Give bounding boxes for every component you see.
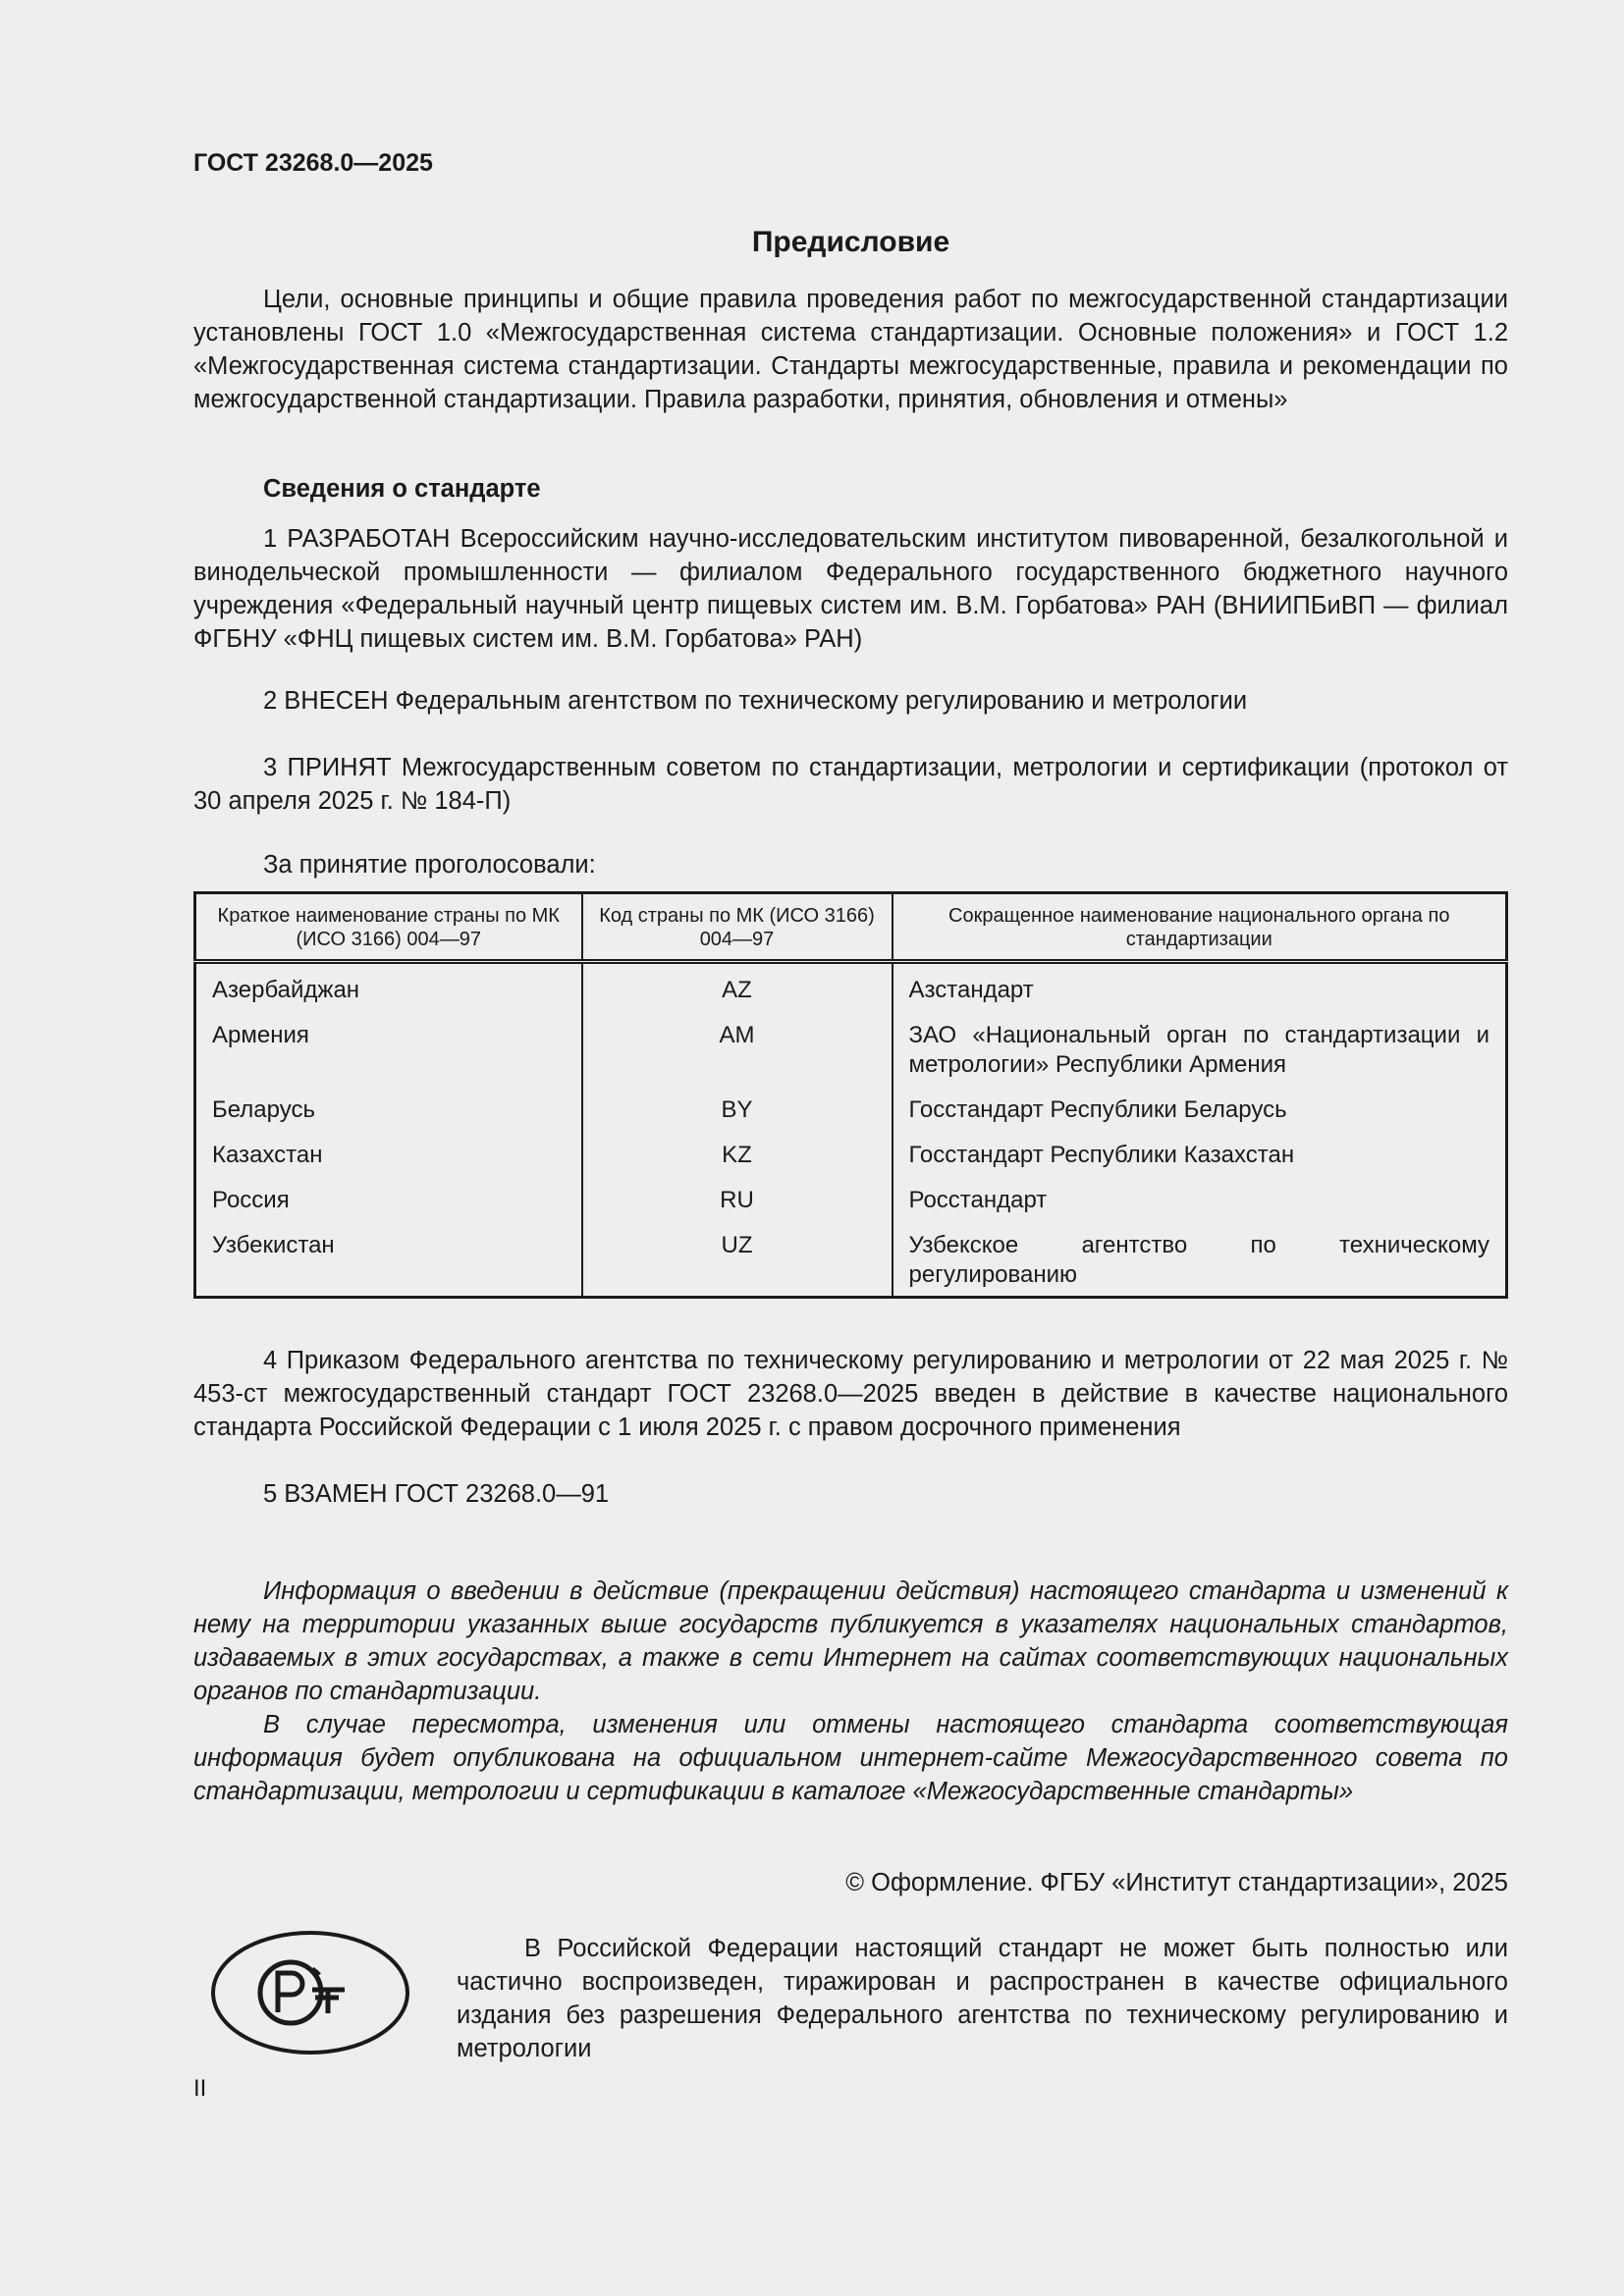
table-row <box>195 1088 1507 1133</box>
page-title: Предисловие <box>751 226 950 258</box>
rst-certification-mark-icon <box>209 1929 411 2056</box>
cell-body: Росстандарт <box>893 1178 1507 1223</box>
cell-country: Беларусь <box>212 1096 315 1123</box>
cell-country: Узбекистан <box>212 1232 335 1258</box>
header-country: Краткое наименование страны по МК (ИСО 3166) 004—97 <box>195 893 582 962</box>
cell-body: Узбекское агентство по техническому регулированию <box>893 1223 1507 1298</box>
intro-paragraph-block <box>193 283 1508 416</box>
cell-code: KZ <box>582 1133 893 1178</box>
table-row <box>195 1133 1507 1178</box>
header-body: Сокращенное наименование национального органа по стандартизации <box>893 893 1507 962</box>
table-row <box>195 1223 1507 1298</box>
item-1-developed: 1 РАЗРАБОТАН Всероссийским научно-исследовательским институтом пивоваренной, безалкогольной и винодельческой промышленности — филиалом Федерального государственного бюджетного научного учреждения «Федеральный научный центр пищевых систем им. В.М. Горбатова» РАН (ВНИИПБиВП — филиал ФГБНУ «ФНЦ пищевых систем им. В.М. Горбатова» РАН) <box>193 525 1508 653</box>
item-3-block <box>193 751 1508 818</box>
item-5-replaces: 5 ВЗАМЕН ГОСТ 23268.0—91 <box>263 1480 610 1508</box>
reproduction-notice: В Российской Федерации настоящий стандарт не может быть полностью или частично воспроизведен, тиражирован и распространен в качестве официального издания без разрешения Федерального агентства по техническому регулированию и метрологии <box>457 1935 1508 2062</box>
copyright-line: © Оформление. ФГБУ «Институт стандартизации», 2025 <box>845 1869 1508 1896</box>
cell-code: UZ <box>582 1223 893 1298</box>
cell-body: Госстандарт Республики Беларусь <box>893 1088 1507 1133</box>
item-4-order: 4 Приказом Федерального агентства по техническому регулированию и метрологии от 22 мая 2025 г. № 453-ст межгосударственный стандарт ГОСТ 23268.0—2025 введен в действие в качестве национального стандарта Российской Федерации с 1 июля 2025 г. с правом досрочного применения <box>193 1347 1508 1441</box>
item-5-block <box>193 1477 1508 1511</box>
item-2-block <box>193 684 1508 718</box>
voting-countries-table <box>193 891 1508 1299</box>
document-header-id: ГОСТ 23268.0—2025 <box>193 149 433 177</box>
cell-country: Армения <box>212 1022 309 1048</box>
item-4-block <box>193 1344 1508 1444</box>
cell-country: Азербайджан <box>212 977 360 1003</box>
notes-block <box>193 1575 1508 1808</box>
note-information: Информация о введении в действие (прекращении действия) настоящего стандарта и изменений к нему на территории указанных выше государств публикуется в указателях национальных стандартов, издаваемых в этих государствах, а также в сети Интернет на сайтах соответствующих национальных органов по стандартизации. <box>193 1577 1508 1705</box>
cell-code: RU <box>582 1178 893 1223</box>
table-row <box>195 1178 1507 1223</box>
cell-country: Россия <box>212 1187 290 1213</box>
cell-code: BY <box>582 1088 893 1133</box>
cell-code: AM <box>582 1013 893 1088</box>
cell-body: Азстандарт <box>893 962 1507 1014</box>
info-heading-block <box>193 472 1508 506</box>
cell-code: AZ <box>582 962 893 1014</box>
info-heading: Сведения о стандарте <box>263 475 541 503</box>
cell-body: ЗАО «Национальный орган по стандартизации и метрологии» Республики Армения <box>893 1013 1507 1088</box>
header-code: Код страны по МК (ИСО 3166) 004—97 <box>582 893 893 962</box>
intro-paragraph: Цели, основные принципы и общие правила проведения работ по межгосударственной стандартизации установлены ГОСТ 1.0 «Межгосударственная система стандартизации. Основные положения» и ГОСТ 1.2 «Межгосударственная система стандартизации. Стандарты межгосударственные, правила и рекомендации по межгосударственной стандартизации. Правила разработки, принятия, обновления и отмены» <box>193 286 1508 413</box>
voted-label: За принятие проголосовали: <box>263 851 596 879</box>
cell-country: Казахстан <box>212 1142 323 1168</box>
item-3-adopted: 3 ПРИНЯТ Межгосударственным советом по стандартизации, метрологии и сертификации (протокол от 30 апреля 2025 г. № 184-П) <box>193 754 1508 815</box>
note-revision: В случае пересмотра, изменения или отмены настоящего стандарта соответствующая информация будет опубликована на официальном интернет-сайте Межгосударственного совета по стандартизации, метрологии и сертификации в каталоге «Межгосударственные стандарты» <box>193 1711 1508 1805</box>
cell-body: Госстандарт Республики Казахстан <box>893 1133 1507 1178</box>
item-1-block <box>193 522 1508 656</box>
reproduction-notice-block <box>457 1932 1508 2065</box>
table-row <box>195 962 1507 1014</box>
table-header-row <box>195 893 1507 962</box>
voted-label-block <box>193 848 1508 881</box>
page-number: II <box>193 2075 207 2102</box>
item-2-submitted: 2 ВНЕСЕН Федеральным агентством по техническому регулированию и метрологии <box>263 687 1248 715</box>
table-row <box>195 1013 1507 1088</box>
